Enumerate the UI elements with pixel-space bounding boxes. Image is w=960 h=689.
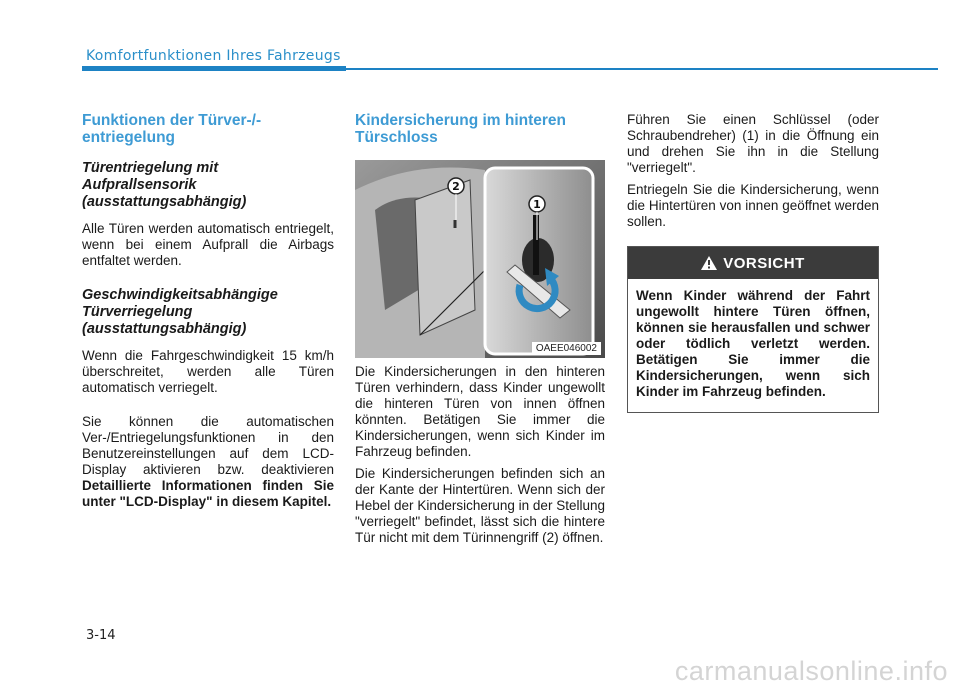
callout-2: 2 xyxy=(452,180,460,193)
watermark: carmanualsonline.info xyxy=(674,656,948,686)
header-rule-thin xyxy=(346,68,938,70)
column-left xyxy=(82,112,334,510)
section-title: Komfortfunktionen Ihres Fahrzeugs xyxy=(86,48,341,64)
paragraph-child-lock-location: Die Kindersicherungen befinden sich an der Kante der Hintertüren. Wenn sich der Hebel der Kindersicherung in der Stellung "verriegelt" befindet, lässt sich die hintere Tür nicht mit dem Türinnengriff (2) öffnen. xyxy=(355,466,605,545)
paragraph-lcd-settings xyxy=(82,414,334,510)
paragraph-unlock-child-lock: Entriegeln Sie die Kindersicherung, wenn die Hintertüren von innen geöffnet werden sollen. xyxy=(627,182,879,229)
paragraph-crash-unlock: Alle Türen werden automatisch entriegelt, wenn bei einem Aufprall die Airbags entfaltet werden. xyxy=(82,221,334,268)
page-number: 3-14 xyxy=(86,628,116,643)
paragraph-lcd-settings-text: Sie können die automatischen Ver-/Entriegelungsfunktionen in den Benutzereinstellungen auf dem LCD-Display aktivieren bzw. deaktivieren xyxy=(82,414,334,477)
caution-box xyxy=(627,246,879,413)
caution-title: VORSICHT xyxy=(723,254,805,272)
paragraph-speed-lock: Wenn die Fahrgeschwindigkeit 15 km/h überschreitet, werden alle Türen automatisch verriegelt. xyxy=(82,348,334,395)
section-heading-child-lock: Kindersicherung im hinteren Türschloss xyxy=(355,112,567,146)
subheading-crash-unlock: Türentriegelung mit Aufprallsensorik (ausstattungsabhängig) xyxy=(82,160,247,210)
subheading-speed-lock: Geschwindigkeitsabhängige Türverriegelung (ausstattungsabhängig) xyxy=(82,287,278,337)
paragraph-insert-key: Führen Sie einen Schlüssel (oder Schraubendreher) (1) in die Öffnung ein und drehen Sie ihn in die Stellung "verriegelt". xyxy=(627,112,879,175)
section-heading-door-lock: Funktionen der Türver-/-entriegelung xyxy=(82,112,262,146)
paragraph-child-lock-purpose: Die Kindersicherungen in den hinteren Türen verhindern, dass Kinder ungewollt die hinteren Türen von innen öffnen könnten. Betätigen Sie immer die Kindersicherungen, wenn sich Kinder im Fahrzeug befinden. xyxy=(355,364,605,459)
column-middle xyxy=(355,112,605,546)
child-lock-illustration xyxy=(355,160,605,358)
warning-triangle-icon xyxy=(701,256,717,270)
door-illustration-drawing xyxy=(355,160,605,358)
paragraph-lcd-settings-bold: Detaillierte Informationen finden Sie unter "LCD-Display" in diesem Kapitel. xyxy=(82,478,334,509)
column-right xyxy=(627,112,879,413)
figure-code: OAEE046002 xyxy=(532,342,601,355)
caution-header xyxy=(628,247,878,279)
header-rule-thick xyxy=(82,66,346,71)
caution-text: Wenn Kinder während der Fahrt ungewollt hintere Türen öffnen, können sie herausfallen und schwer oder tödlich verletzt werden. Betätigen Sie immer die Kindersicherungen, wenn sich Kinder im Fahrzeug befinden. xyxy=(636,288,870,399)
callout-1: 1 xyxy=(533,198,541,211)
